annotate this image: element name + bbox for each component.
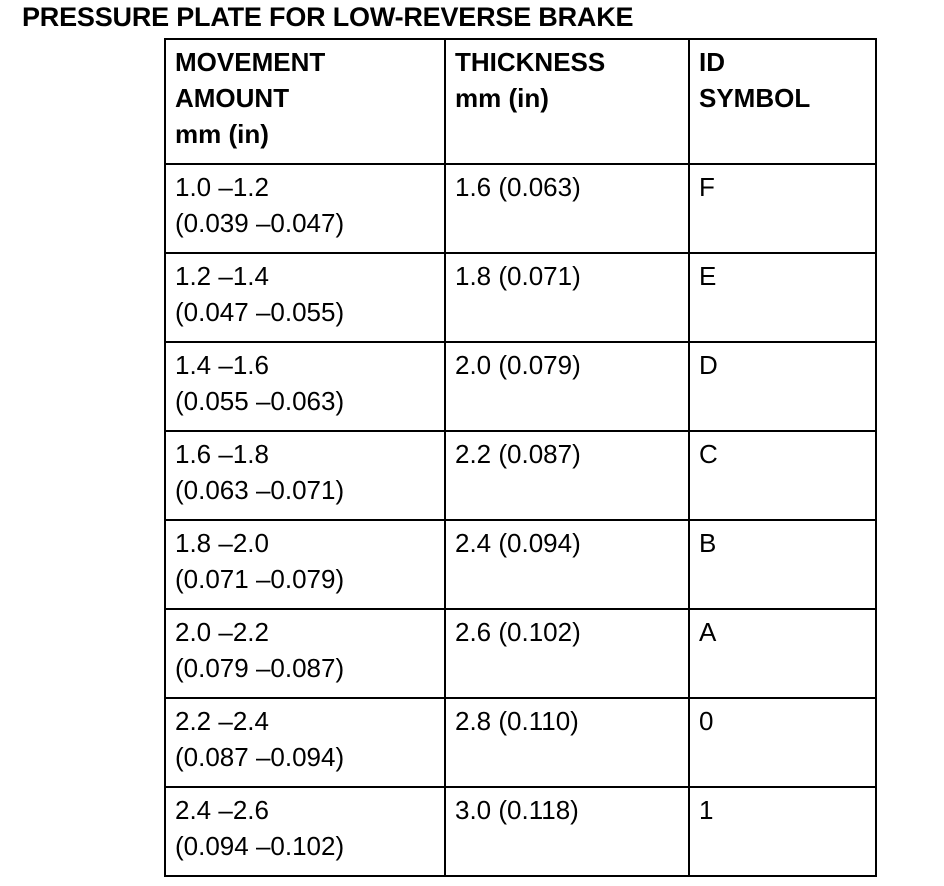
id-symbol-value: B: [699, 528, 717, 558]
thickness-cell: [445, 520, 689, 609]
movement-amount-cell: [165, 342, 445, 431]
table-row: [165, 431, 876, 520]
movement-mm: 1.2 –1.4: [175, 261, 269, 291]
thickness-value: 2.6 (0.102): [455, 617, 581, 647]
table-row: [165, 342, 876, 431]
id-symbol-cell: [689, 520, 876, 609]
thickness-value: 2.4 (0.094): [455, 528, 581, 558]
header-movement-line-3: mm (in): [175, 119, 269, 149]
id-symbol-value: D: [699, 350, 718, 380]
movement-in: (0.071 –0.079): [175, 564, 345, 594]
movement-amount-cell: [165, 164, 445, 253]
movement-amount-cell: [165, 787, 445, 876]
thickness-value: 3.0 (0.118): [455, 795, 579, 825]
id-symbol-cell: [689, 787, 876, 876]
thickness-cell: [445, 698, 689, 787]
table-header-row: [165, 39, 876, 164]
header-id-line-1: ID: [699, 47, 725, 77]
thickness-cell: [445, 787, 689, 876]
table-row: [165, 253, 876, 342]
id-symbol-cell: [689, 253, 876, 342]
header-movement-amount: [165, 39, 445, 164]
thickness-cell: [445, 164, 689, 253]
thickness-value: 2.8 (0.110): [455, 706, 579, 736]
header-thickness: [445, 39, 689, 164]
movement-in: (0.087 –0.094): [175, 742, 345, 772]
id-symbol-cell: [689, 431, 876, 520]
header-movement-line-1: MOVEMENT: [175, 47, 326, 77]
movement-mm: 1.8 –2.0: [175, 528, 269, 558]
thickness-cell: [445, 431, 689, 520]
thickness-cell: [445, 609, 689, 698]
header-id-line-2: SYMBOL: [699, 83, 811, 113]
id-symbol-cell: [689, 609, 876, 698]
header-thickness-line-2: mm (in): [455, 83, 549, 113]
id-symbol-value: F: [699, 172, 715, 202]
movement-amount-cell: [165, 520, 445, 609]
thickness-value: 2.2 (0.087): [455, 439, 581, 469]
table-row: [165, 164, 876, 253]
header-movement-line-2: AMOUNT: [175, 83, 290, 113]
pressure-plate-table: [164, 38, 877, 877]
movement-in: (0.094 –0.102): [175, 831, 345, 861]
movement-mm: 1.6 –1.8: [175, 439, 269, 469]
thickness-cell: [445, 342, 689, 431]
thickness-value: 1.8 (0.071): [455, 261, 581, 291]
thickness-value: 2.0 (0.079): [455, 350, 581, 380]
movement-in: (0.079 –0.087): [175, 653, 345, 683]
table-body: [165, 164, 876, 876]
movement-amount-cell: [165, 698, 445, 787]
page-title: PRESSURE PLATE FOR LOW-REVERSE BRAKE: [22, 2, 634, 32]
id-symbol-value: 1: [699, 795, 714, 825]
movement-mm: 2.2 –2.4: [175, 706, 269, 736]
id-symbol-value: C: [699, 439, 718, 469]
movement-in: (0.063 –0.071): [175, 475, 345, 505]
movement-in: (0.055 –0.063): [175, 386, 345, 416]
movement-mm: 2.0 –2.2: [175, 617, 269, 647]
table-row: [165, 609, 876, 698]
movement-mm: 1.0 –1.2: [175, 172, 269, 202]
table-row: [165, 520, 876, 609]
movement-in: (0.039 –0.047): [175, 208, 345, 238]
id-symbol-value: A: [699, 617, 717, 647]
table-row: [165, 787, 876, 876]
movement-amount-cell: [165, 253, 445, 342]
movement-in: (0.047 –0.055): [175, 297, 345, 327]
id-symbol-cell: [689, 164, 876, 253]
movement-mm: 2.4 –2.6: [175, 795, 269, 825]
id-symbol-value: 0: [699, 706, 714, 736]
movement-amount-cell: [165, 431, 445, 520]
header-id-symbol: [689, 39, 876, 164]
movement-mm: 1.4 –1.6: [175, 350, 269, 380]
movement-amount-cell: [165, 609, 445, 698]
header-thickness-line-1: THICKNESS: [455, 47, 606, 77]
thickness-value: 1.6 (0.063): [455, 172, 581, 202]
id-symbol-cell: [689, 342, 876, 431]
id-symbol-value: E: [699, 261, 717, 291]
id-symbol-cell: [689, 698, 876, 787]
table-row: [165, 698, 876, 787]
thickness-cell: [445, 253, 689, 342]
